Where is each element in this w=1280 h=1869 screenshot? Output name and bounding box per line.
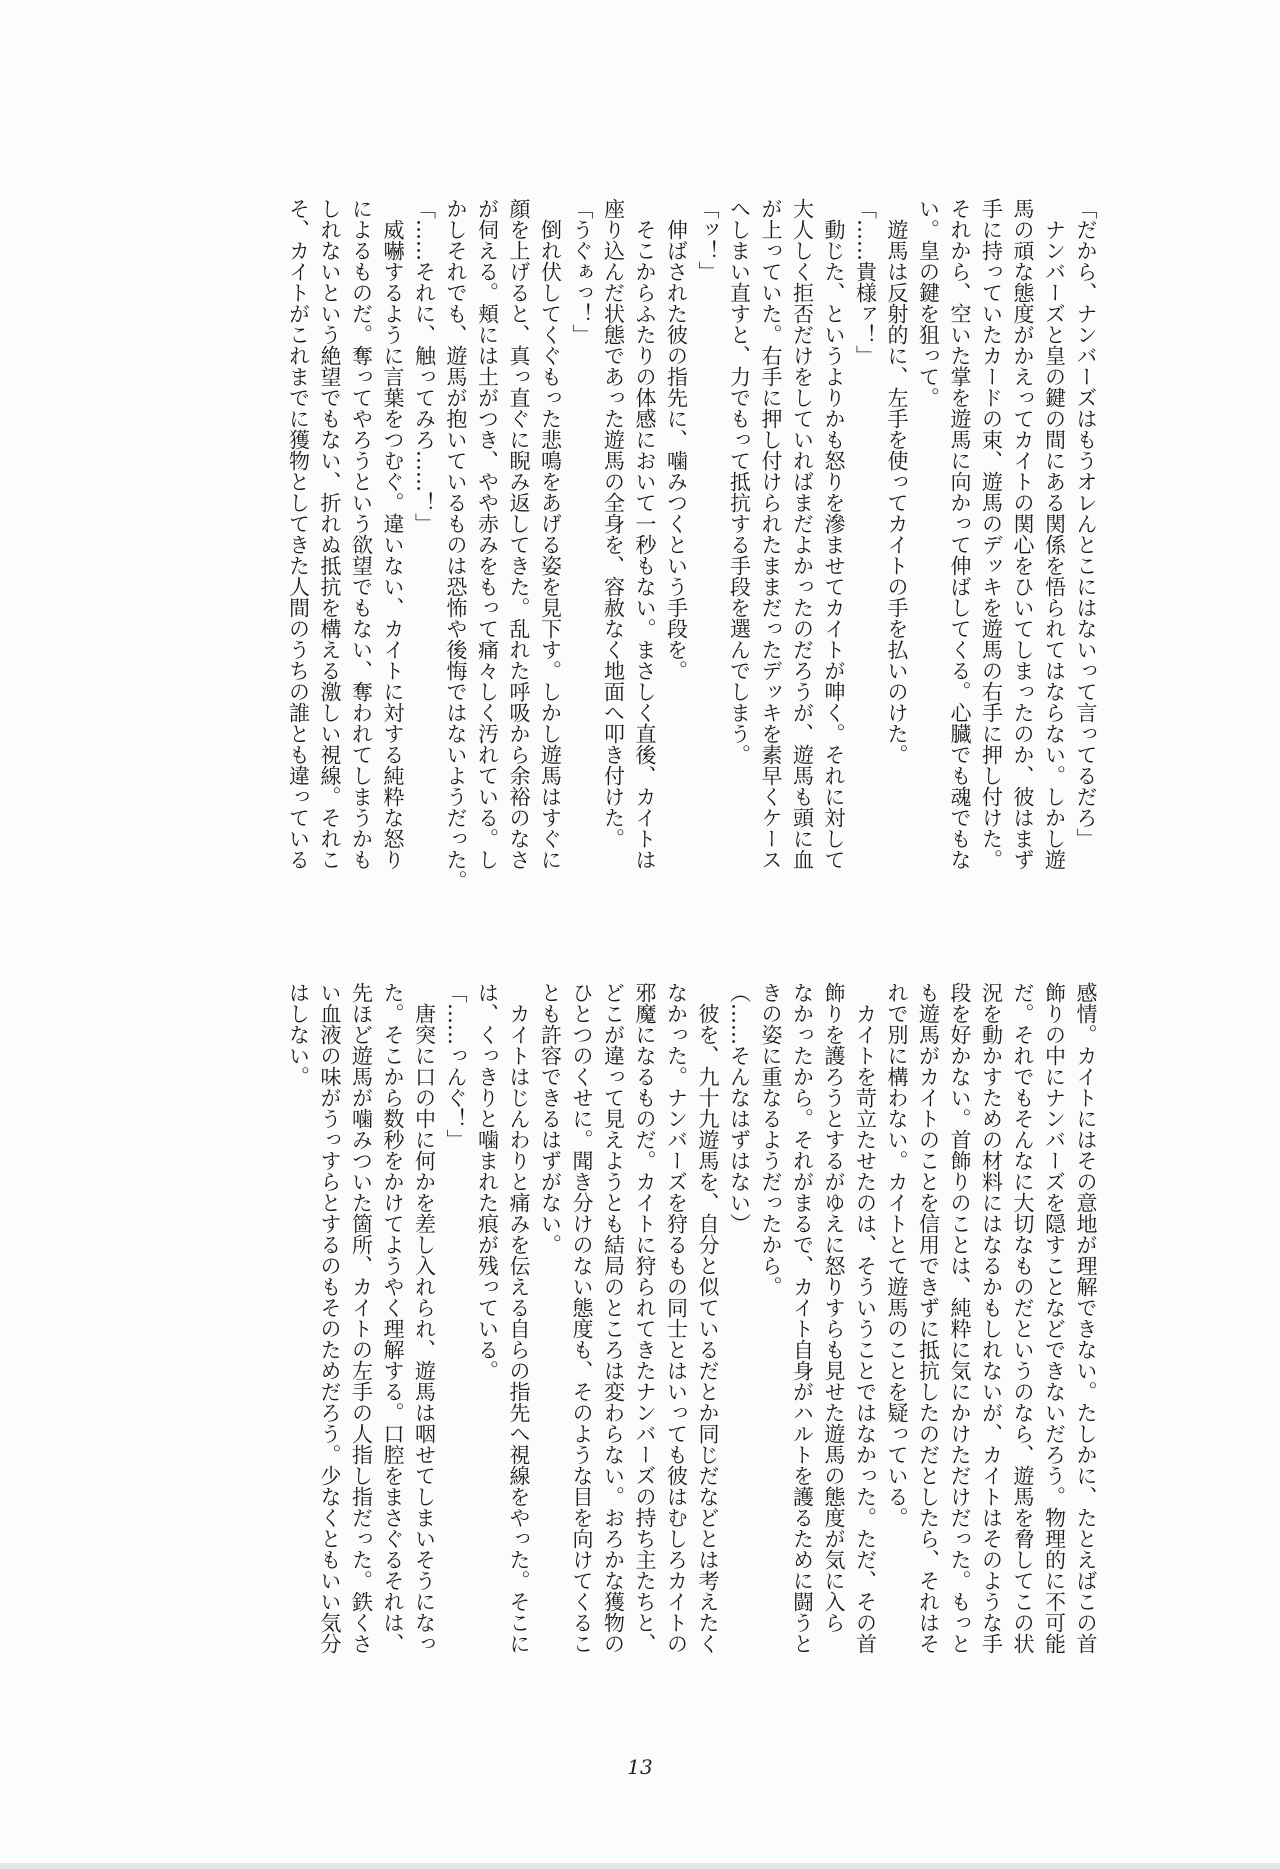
text-column: 伸ばされた彼の指先に、噛みつくという手段を。 <box>664 198 689 681</box>
text-column: 大人しく拒否だけをしていればまだよかったのだろうが、遊馬も頭に血 <box>790 198 815 870</box>
text-column: 威嚇するように言葉をつむぐ。違いない、カイトに対する純粋な怒り <box>381 198 405 870</box>
text-column: によるものだ。奪ってやろうという欲望でもない、奪われてしまうかも <box>349 198 374 870</box>
text-column: へしまい直すと、力でもって抵抗する手段を選んでしまう。 <box>727 198 752 765</box>
text-column: かしそれでも、遊馬が抱いているものは恐怖や後悔ではないようだった。 <box>444 198 468 891</box>
text-column: 飾りの中にナンバーズを隠すことなどできないだろう。物理的に不可能 <box>1042 982 1067 1654</box>
text-column: 動じた、というよりかも怒りを滲ませてカイトが呻く。それに対して <box>822 198 846 870</box>
text-column: しれないという絶望でもない、折れぬ抵抗を構える激しい視線。それこ <box>318 198 342 870</box>
text-column: た。そこから数秒をかけてようやく理解する。口腔をまさぐるそれは、 <box>381 982 405 1654</box>
text-column: カイトを苛立たせたのは、そういうことではなかった。ただ、その首 <box>853 982 878 1654</box>
text-column: ナンバーズと皇の鍵の間にある関係を悟られてはならない。しかし遊 <box>1042 198 1067 870</box>
lower-text-block <box>282 982 1101 1672</box>
text-column: 「……っんぐ！」 <box>444 982 468 1150</box>
text-column: 飾りを護ろうとするがゆえに怒りすらも見せた遊馬の態度が気に入ら <box>822 982 846 1633</box>
text-column: ひとつのくせに。聞き分けのない態度も、そのような目を向けてくるこ <box>570 982 594 1654</box>
text-column: 彼を、九十九遊馬を、自分と似ているだとか同じだなどとは考えたく <box>696 982 720 1654</box>
text-column: 段を好かない。首飾りのことは、純粋に気にかけただけだった。もっと <box>948 982 972 1654</box>
text-column: も遊馬がカイトのことを信用できずに抵抗したのだとしたら、それはそ <box>916 982 941 1654</box>
text-column: カイトはじんわりと痛みを伝える自らの指先へ視線をやった。そこに <box>507 982 531 1654</box>
text-column: 馬の頑な態度がかえってカイトの関心をひいてしまったのか、彼はまず <box>1011 198 1035 870</box>
text-column: 感情。カイトにはその意地が理解できない。たしかに、たとえばこの首 <box>1074 982 1098 1654</box>
text-column: が伺える。頬には土がつき、やや赤みをもって痛々しく汚れている。し <box>475 198 500 870</box>
text-column: なかったから。それがまるで、カイト自身がハルトを護るために闘うと <box>790 982 815 1654</box>
text-column: れで別に構わない。カイトとて遊馬のことを疑っている。 <box>885 982 909 1528</box>
text-column: 「うぐぁっ！」 <box>570 198 594 345</box>
text-column: 「……それに、触ってみろ……！」 <box>412 198 437 534</box>
text-column: は、くっきりと噛まれた痕が残っている。 <box>475 982 500 1381</box>
text-column: 況を動かすための材料にはなるかもしれないが、カイトはそのような手 <box>979 982 1004 1654</box>
text-column: そこからふたりの体感において一秒もない。まさしく直後、カイトは <box>633 198 657 870</box>
text-column: 手に持っていたカードの束、遊馬のデッキを遊馬の右手に押し付けた。 <box>979 198 1004 870</box>
text-column: 座り込んだ状態であった遊馬の全身を、容赦なく地面へ叩き付けた。 <box>601 198 626 849</box>
text-column: だ。それでもそんなに大切なものだというのなら、遊馬を脅してこの状 <box>1011 982 1035 1654</box>
text-column: なかった。ナンバーズを狩るもの同士とはいっても彼はむしろカイトの <box>664 982 689 1654</box>
text-column: 遊馬は反射的に、左手を使ってカイトの手を払いのけた。 <box>885 198 909 765</box>
text-column: い。皇の鍵を狙って。 <box>916 198 941 408</box>
text-column: はしない。 <box>286 982 311 1087</box>
text-column: どこが違って見えようとも結局のところは変わらない。おろかな獲物の <box>601 982 626 1654</box>
text-column: 「ッ！」 <box>696 198 720 282</box>
text-column: 顔を上げると、真っ直ぐに睨み返してきた。乱れた呼吸から余裕のなさ <box>507 198 531 870</box>
text-column: そ、カイトがこれまでに獲物としてきた人間のうちの誰とも違っている <box>286 198 311 870</box>
text-column: い血液の味がうっすらとするのもそのためだろう。少なくともいい気分 <box>318 982 342 1654</box>
text-column: 「だから、ナンバーズはもうオレんとこにはないって言ってるだろ」 <box>1074 198 1098 849</box>
text-column: 唐突に口の中に何かを差し入れられ、遊馬は咽せてしまいそうになっ <box>412 982 437 1654</box>
text-column: が上っていた。右手に押し付けられたままだったデッキを素早くケース <box>759 198 783 870</box>
text-column: 倒れ伏してくぐもった悲鳴をあげる姿を見下す。しかし遊馬はすぐに <box>538 198 563 870</box>
text-column: きの姿に重なるようだったから。 <box>759 982 783 1297</box>
text-column: 邪魔になるものだ。カイトに狩られてきたナンバーズの持ち主たちと、 <box>633 982 657 1654</box>
scan-edge <box>0 1863 1280 1869</box>
upper-text-block <box>282 198 1101 891</box>
text-column: 先ほど遊馬が噛みついた箇所、カイトの左手の人指し指だった。鉄くさ <box>349 982 374 1654</box>
text-column: （……そんなはずはない） <box>727 982 752 1234</box>
text-column: 「……貴様ァ！」 <box>853 198 878 366</box>
text-column: それから、空いた掌を遊馬に向かって伸ばしてくる。心臓でも魂でもな <box>948 198 972 870</box>
page-number: 13 <box>627 1755 653 1779</box>
text-column: とも許容できるはずがない。 <box>538 982 563 1255</box>
